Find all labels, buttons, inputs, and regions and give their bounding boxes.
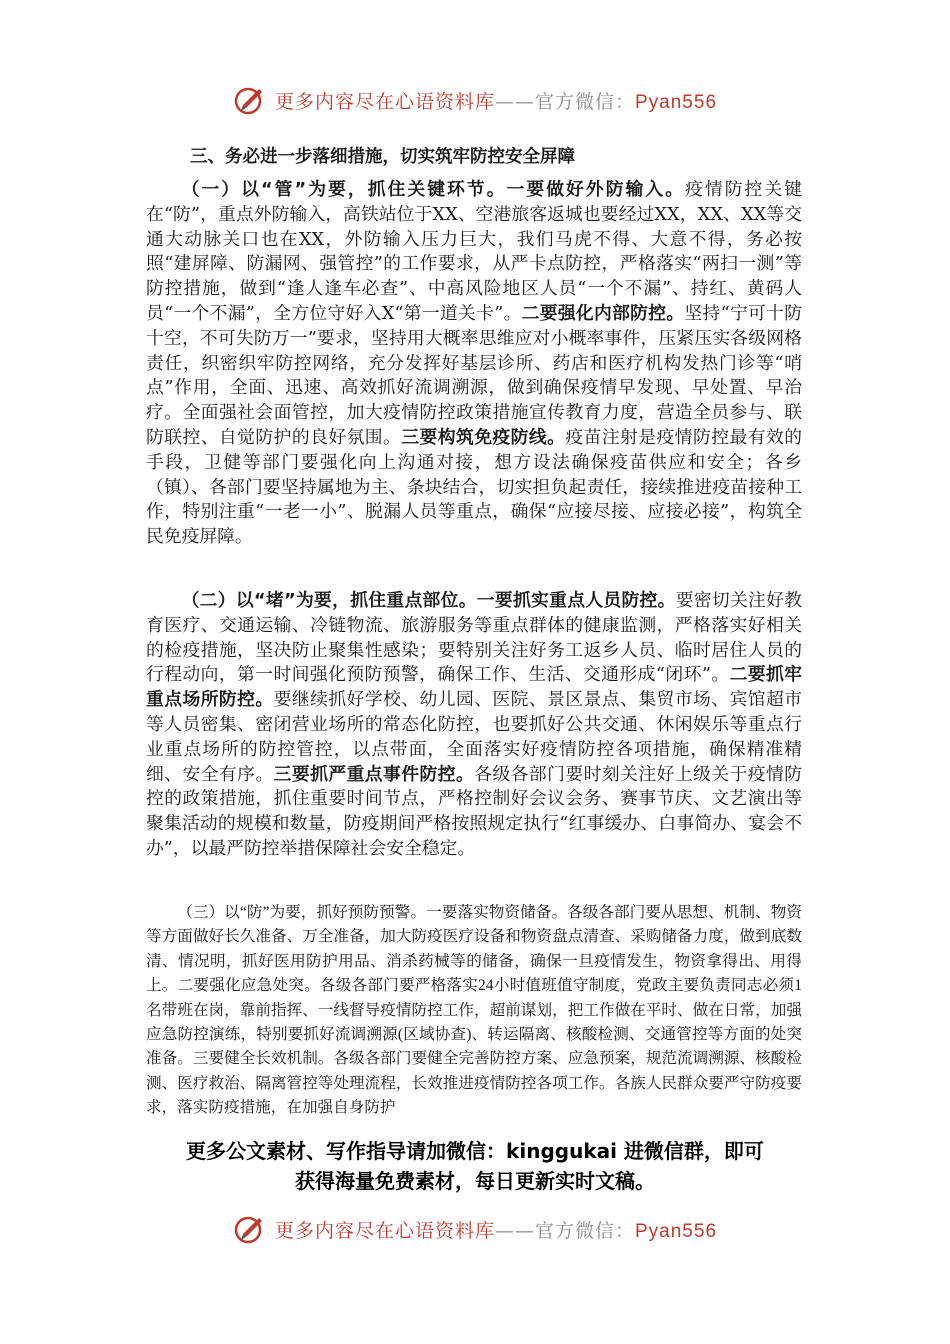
banner-text: 更多内容尽在心语资料库——官方微信：Pyan556 [274,1219,718,1242]
pen-logo-icon [233,83,267,117]
lead-bold: （一）以“管”为要，抓住关键环节。一要做好外防输入。 [181,179,686,200]
lead-bold: （二）以“堵”为要，抓住重点部位。一要抓实重点人员防控。 [181,590,676,611]
pen-logo-icon [233,1212,267,1246]
paragraph-block: （二）以“堵”为要，抓住重点部位。一要抓实重点人员防控。要密切关注好教育医疗、交通运输、冷链物流、旅游服务等重点群体的健康监测，严格落实好相关的检疫措施，坚决防止聚集性感染；要特别关注好务工返乡人员、临时居住人员的行程动向，第一时间强化预防预警，确保工作、生活、交通形成“闭环”。二要抓牢重点场所防控。要继续抓好学校、幼儿园、医院、景区景点、集贸市场、宾馆超市等人员密集、密闭营业场所的常态化防控，也要抓好公共交通、休闲娱乐等重点行业重点场所的防控管控，以点带面，全面落实好疫情防控各项措施，确保精准精细、安全有序。三要抓严重点事件防控。各级各部门要时刻关注好上级关于疫情防控的政策措施，抓住重要时间节点，严格控制好会议会务、赛事节庆、文艺演出等聚集活动的规模和数量，防疫期间严格按照规定执行“红事缓办、白事简办、宴会不办”，以最严防控举措保障社会安全稳定。 [146,590,802,859]
wechat-ad: 更多公文素材、写作指导请加微信：kinggukai 进微信群，即可 获得海量免费素材，每日更新实时文稿。 [186,1139,764,1193]
paragraph-prevent: （三）以“防”为要，抓好预防预警。一要落实物资储备。各级各部门要从思想、机制、物资等方面做好长久准备、万全准备，加大防疫医疗设备和物资盘点清查、采购储备力度，做到底数清、情况明，抓好医用防护用品、消杀药械等的储备，确保一旦疫情发生，物资拿得出、用得上。二要强化应急处突。各级各部门要严格落实24小时值班值守制度，党政主要负责同志必须1名带班在岗，靠前指挥、一线督导疫情防控工作，超前谋划，把工作做在平时、做在日常，加强应急防控演练，特别要抓好流调溯源(区域协查)、转运隔离、核酸检测、交通管控等方面的处突准备。三要健全长效机制。各级各部门要健全完善防控方案、应急预案，规范流调溯源、核酸检测、医疗救治、隔离管控等处理流程，长效推进疫情防控各项工作。各族人民群众要严守防疫要求，落实防疫措施，在加强自身防护 [146,904,802,1117]
banner-text: 更多内容尽在心语资料库——官方微信：Pyan556 [274,90,718,113]
bottom-banner [0,1207,950,1251]
top-banner [0,78,950,122]
paragraph-manage: （一）以“管”为要，抓住关键环节。一要做好外防输入。疫情防控关键在“防”，重点外防输入，高铁站位于XX、空港旅客返城也要经过XX，XX、XX等交通大动脉关口也在XX，外防输入压力巨大，我们马虎不得、大意不得，务必按照“建屏障、防漏网、强管控”的工作要求，从严卡点防控，严格落实“两扫一测”等防控措施，做到“逢人逢车必查”、中高风险地区人员“一个不漏”、持红、黄码人员“一个不漏”，全方位守好入X“第一道关卡”。二要强化内部防控。坚持“宁可十防十空，不可失防万一”要求，坚持用大概率思维应对小概率事件，压紧压实各级网格责任，织密织牢防控网络，充分发挥好基层诊所、药店和医疗机构发热门诊等“哨点”作用，全面、迅速、高效抓好流调溯源，做到确保疫情早发现、早处置、早治疗。全面强社会面管控，加大疫情防控政策措施宣传教育力度，营造全员参与、联防联控、自觉防护的良好氛围。三要构筑免疫防线。疫苗注射是疫情防控最有效的手段，卫健等部门要强化向上沟通对接，想方设法确保疫苗供应和安全；各乡（镇）、各部门要坚持属地为主、条块结合，切实担负起责任，接续推进疫苗接种工作，特别注重“一老一小”、脱漏人员等重点，确保“应接尽接、应接必接”，构筑全民免疫屏障。 [146,179,802,548]
section-heading: 三、务必进一步落细措施，切实筑牢防控安全屏障 [190,147,575,167]
